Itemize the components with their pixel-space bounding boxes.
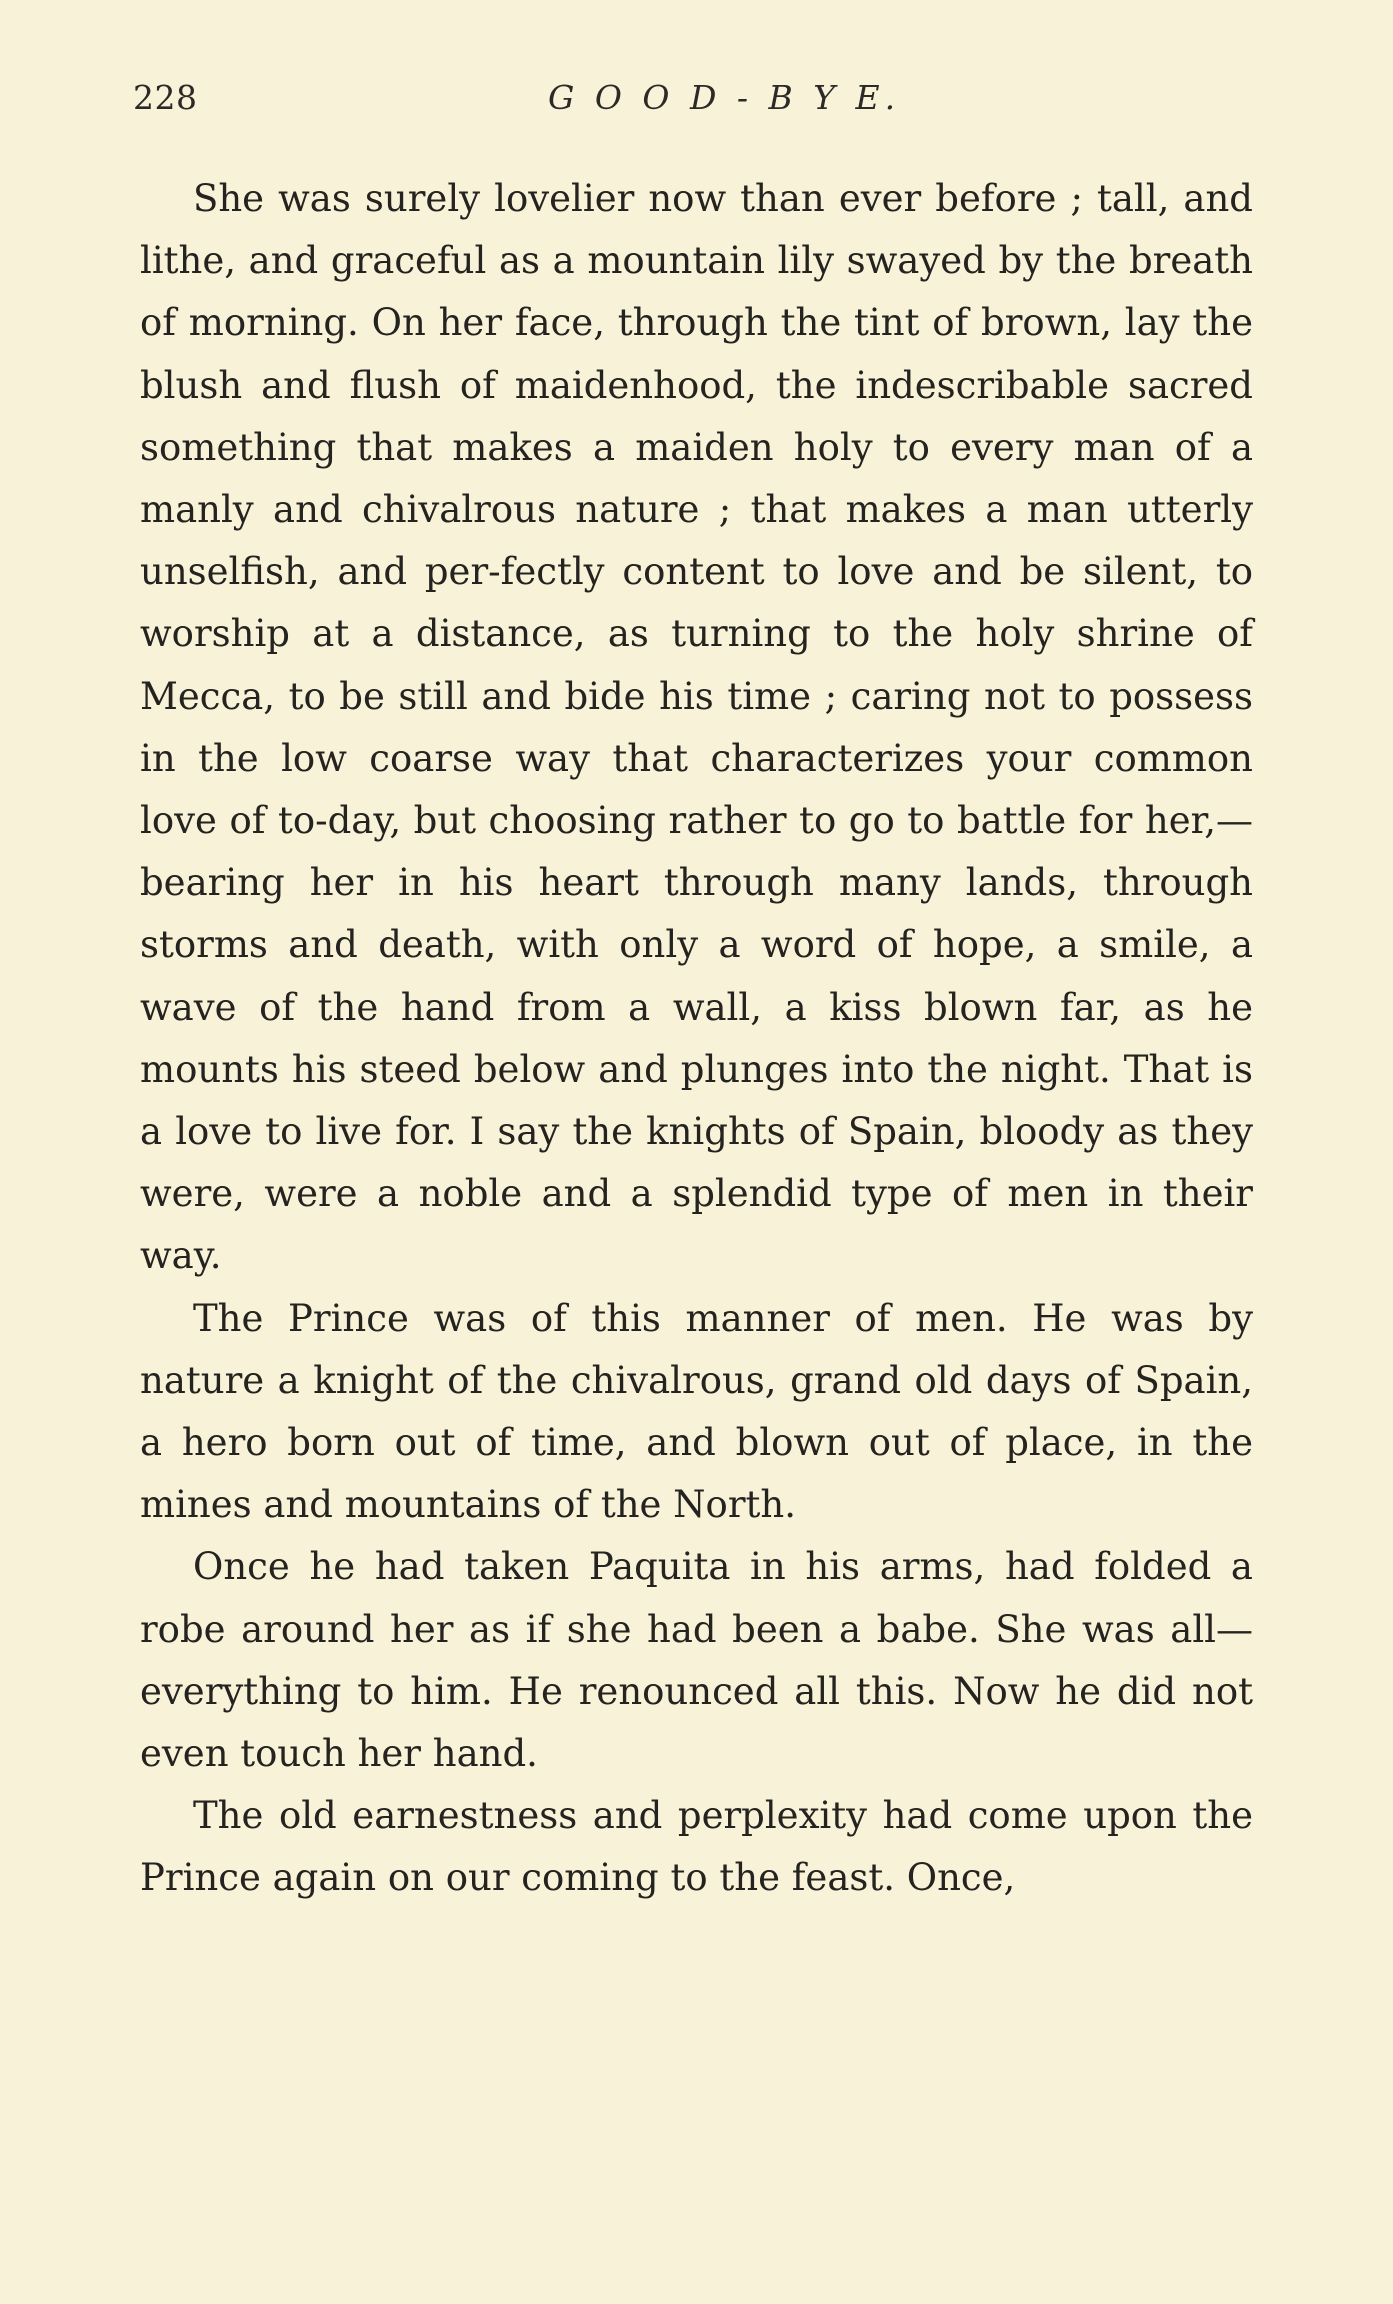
body-text <box>140 168 1253 1910</box>
page-header <box>133 78 1258 138</box>
page-number: 228 <box>133 78 198 117</box>
paragraph-1: She was surely lovelier now than ever before ; tall, and lithe, and graceful as a mountain lily swayed by the breath of morning. On her face, through the tint of brown, lay the blush and flush of maidenhood, the indescribable sacred something that makes a maiden holy to every man of a manly and chivalrous nature ; that makes a man utterly unselfish, and per-fectly content to love and be silent, to worship at a distance, as turning to the holy shrine of Mecca, to be still and bide his time ; caring not to possess in the low coarse way that characterizes your common love of to-day, but choosing rather to go to battle for her,—bearing her in his heart through many lands, through storms and death, with only a word of hope, a smile, a wave of the hand from a wall, a kiss blown far, as he mounts his steed below and plunges into the night. That is a love to live for. I say the knights of Spain, bloody as they were, were a noble and a splendid type of men in their way. <box>140 177 1253 1278</box>
paragraph-4: The old earnestness and perplexity had come upon the Prince again on our coming to the feast. Once, <box>140 1794 1253 1900</box>
running-head: G O O D - B Y E. <box>548 78 901 117</box>
paragraph-3: Once he had taken Paquita in his arms, had folded a robe around her as if she had been a babe. She was all—everything to him. He renounced all this. Now he did not even touch her hand. <box>140 1545 1253 1776</box>
paragraph-2: The Prince was of this manner of men. He was by nature a knight of the chivalrous, grand old days of Spain, a hero born out of time, and blown out of place, in the mines and mountains of the North. <box>140 1296 1253 1527</box>
